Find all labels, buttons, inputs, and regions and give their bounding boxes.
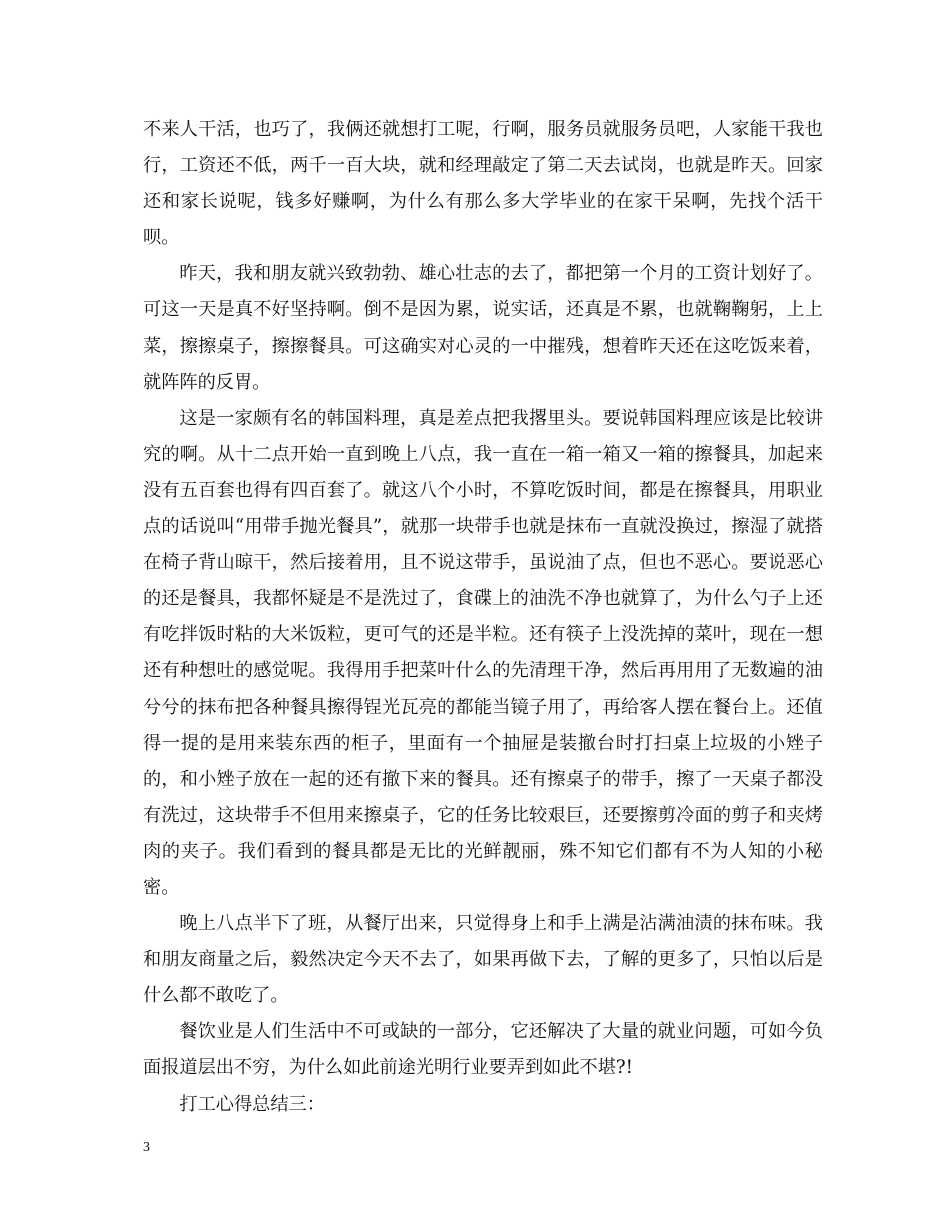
paragraph: 晚上八点半下了班，从餐厅出来，只觉得身上和手上满是沾满油渍的抹布味。我和朋友商量之后，毅然决定今天不去了，如果再做下去，了解的更多了，只怕以后是什么都不敢吃了。 [143,913,823,1007]
paragraph-continuation: 不来人干活，也巧了，我俩还就想打工呢，行啊，服务员就服务员吧，人家能干我也行，工资还不低，两千一百大块，就和经理敲定了第二天去试岗，也就是昨天。回家还和家长说呢，钱多好赚啊，为什么有那么多大学毕业的在家干呆啊，先找个活干呗。 [143,119,823,249]
section-heading: 打工心得总结三： [179,1093,325,1115]
page-number: 3 [143,1140,150,1155]
document-body [143,112,823,1123]
paragraph: 餐饮业是人们生活中不可或缺的一部分，它还解决了大量的就业问题，可如今负面报道层出不穷，为什么如此前途光明行业要弄到如此不堪?! [143,1021,823,1079]
paragraph: 昨天，我和朋友就兴致勃勃、雄心壮志的去了，都把第一个月的工资计划好了。可这一天是真不好坚持啊。倒不是因为累，说实话，还真是不累，也就鞠鞠躬，上上菜，擦擦桌子，擦擦餐具。可这确实对心灵的一中摧残，想着昨天还在这吃饭来着，就阵阵的反胃。 [143,263,823,393]
paragraph: 这是一家颇有名的韩国料理，真是差点把我撂里头。要说韩国料理应该是比较讲究的啊。从十二点开始一直到晚上八点，我一直在一箱一箱又一箱的擦餐具，加起来没有五百套也得有四百套了。就这八个小时，不算吃饭时间，都是在擦餐具，用职业点的话说叫“用带手抛光餐具”，就那一块带手也就是抹布一直就没换过，擦湿了就搭在椅子背山晾干，然后接着用，且不说这带手，虽说油了点，但也不恶心。要说恶心的还是餐具，我都怀疑是不是洗过了，食碟上的油洗不净也就算了，为什么勺子上还有吃拌饭时粘的大米饭粒，更可气的还是半粒。还有筷子上没洗掉的菜叶，现在一想还有种想吐的感觉呢。我得用手把菜叶什么的先清理干净，然后再用用了无数遍的油兮兮的抹布把各种餐具擦得锃光瓦亮的都能当镜子用了，再给客人摆在餐台上。还值得一提的是用来装东西的柜子，里面有一个抽屉是装撤台时打扫桌上垃圾的小矬子的，和小矬子放在一起的还有撤下来的餐具。还有擦桌子的带手，擦了一天桌子都没有洗过，这块带手不但用来擦桌子，它的任务比较艰巨，还要擦剪冷面的剪子和夹烤肉的夹子。我们看到的餐具都是无比的光鲜靓丽，殊不知它们都有不为人知的小秘密。 [143,407,823,898]
